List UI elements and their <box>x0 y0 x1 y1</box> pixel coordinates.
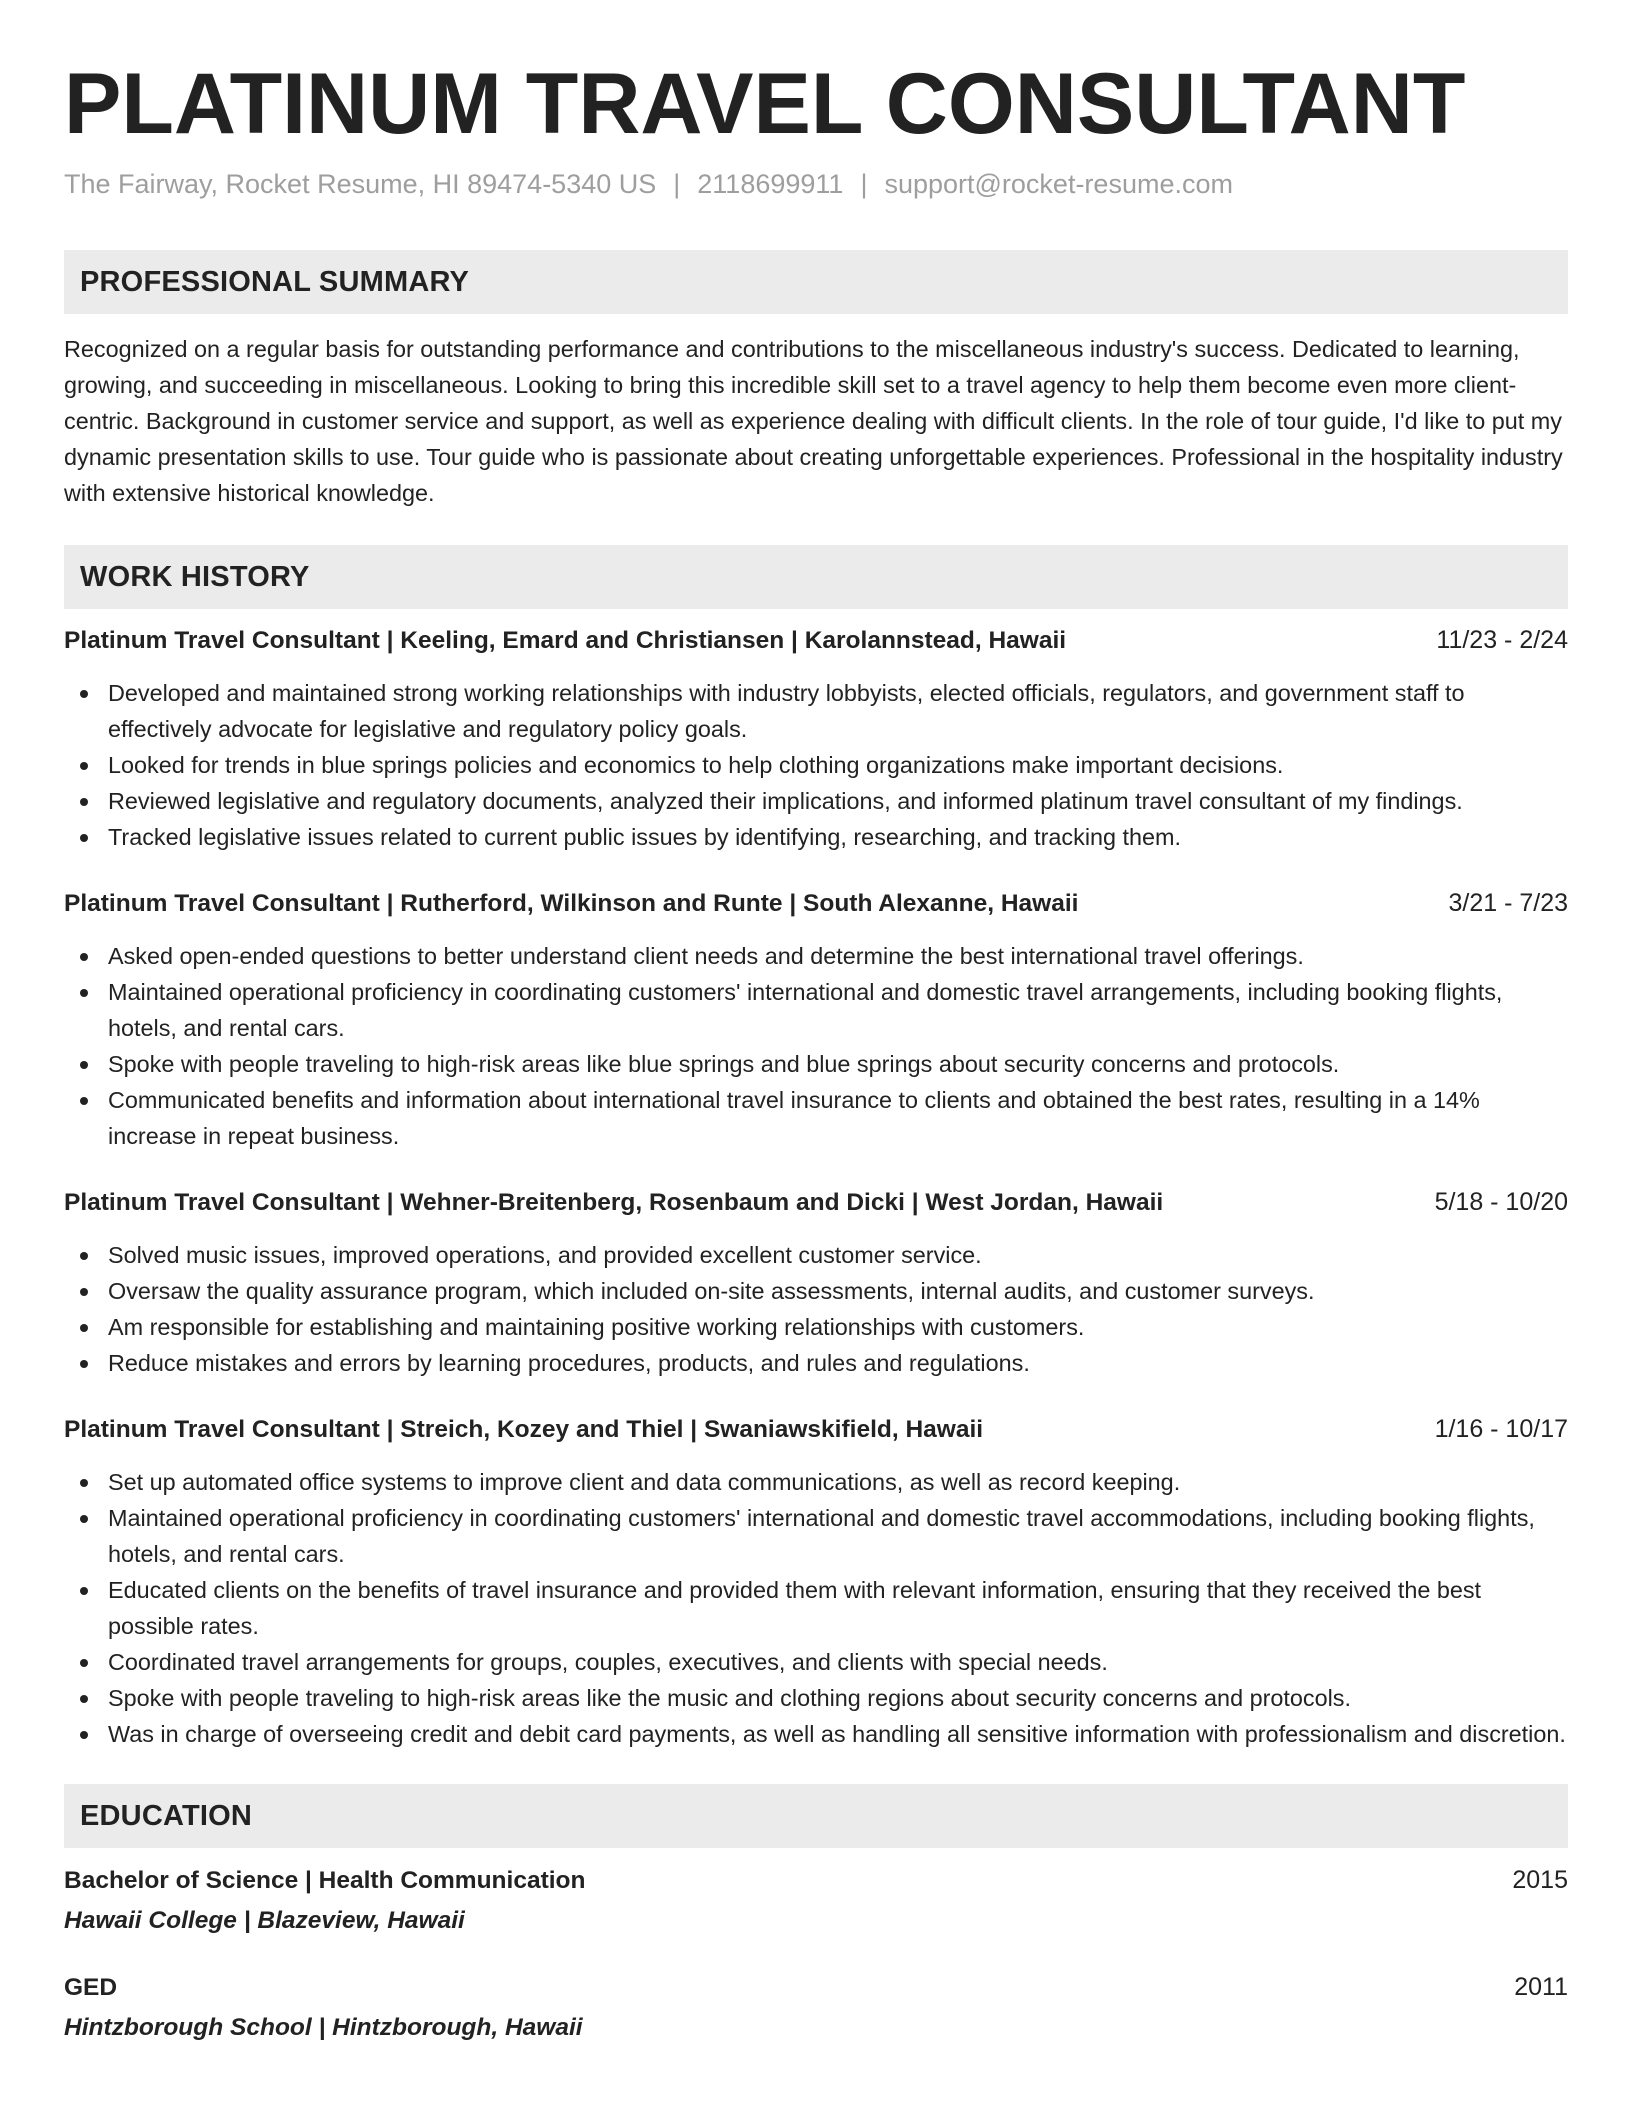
contact-email: support@rocket-resume.com <box>884 169 1233 199</box>
job-bullet: Am responsible for establishing and maintaining positive working relationships with customers. <box>64 1309 1568 1345</box>
job-title: Platinum Travel Consultant | Keeling, Emard and Christiansen | Karolannstead, Hawaii <box>64 627 1067 654</box>
job-title: Platinum Travel Consultant | Rutherford, Wilkinson and Runte | South Alexanne, Hawaii <box>64 890 1079 917</box>
section-header-summary: PROFESSIONAL SUMMARY <box>64 250 1568 314</box>
education-year: 2011 <box>1514 1973 1568 2001</box>
job-bullet: Spoke with people traveling to high-risk areas like blue springs and blue springs about security concerns and protocols. <box>64 1046 1568 1082</box>
contact-phone: 2118699911 <box>697 169 844 199</box>
job-bullet: Educated clients on the benefits of travel insurance and provided them with relevant information, ensuring that they received the best possible rates. <box>64 1572 1568 1644</box>
education-school: Hawaii College | Blazeview, Hawaii <box>64 1907 465 1934</box>
education-row <box>64 1862 1568 1899</box>
job-entry <box>64 885 1568 1154</box>
education-row <box>64 1969 1568 2006</box>
job-bullet: Reduce mistakes and errors by learning procedures, products, and rules and regulations. <box>64 1345 1568 1381</box>
job-bullets <box>64 938 1568 1154</box>
education-entry <box>64 1969 1568 2046</box>
contact-address: The Fairway, Rocket Resume, HI 89474-5340 US <box>64 169 657 199</box>
job-bullets <box>64 675 1568 855</box>
job-dates: 11/23 - 2/24 <box>1436 626 1568 654</box>
education-year: 2015 <box>1512 1866 1568 1894</box>
job-entry <box>64 1184 1568 1381</box>
job-title-row <box>64 622 1568 659</box>
job-bullets <box>64 1237 1568 1381</box>
section-header-work-history: WORK HISTORY <box>64 545 1568 609</box>
job-bullet: Spoke with people traveling to high-risk areas like the music and clothing regions about security concerns and protocols. <box>64 1680 1568 1716</box>
education-school: Hintzborough School | Hintzborough, Hawaii <box>64 2014 583 2041</box>
job-dates: 5/18 - 10/20 <box>1434 1188 1568 1216</box>
education-entry <box>64 1862 1568 1939</box>
job-entry <box>64 622 1568 855</box>
resume-page <box>64 56 1568 2046</box>
candidate-name: PLATINUM TRAVEL CONSULTANT <box>64 56 1466 152</box>
job-bullet: Coordinated travel arrangements for groups, couples, executives, and clients with special needs. <box>64 1644 1568 1680</box>
job-dates: 1/16 - 10/17 <box>1434 1415 1568 1443</box>
job-bullet: Looked for trends in blue springs policies and economics to help clothing organizations make important decisions. <box>64 747 1568 783</box>
contact-line <box>64 166 1568 202</box>
job-bullets <box>64 1464 1568 1752</box>
job-title-row <box>64 885 1568 922</box>
job-bullet: Developed and maintained strong working relationships with industry lobbyists, elected officials, regulators, and government staff to effectively advocate for legislative and regulatory policy goals. <box>64 675 1568 747</box>
job-bullet: Oversaw the quality assurance program, which included on-site assessments, internal audits, and customer surveys. <box>64 1273 1568 1309</box>
contact-separator: | <box>860 169 868 199</box>
job-bullet: Communicated benefits and information about international travel insurance to clients and obtained the best rates, resulting in a 14% increase in repeat business. <box>64 1082 1568 1154</box>
job-title-row <box>64 1411 1568 1448</box>
job-title: Platinum Travel Consultant | Streich, Kozey and Thiel | Swaniawskifield, Hawaii <box>64 1416 984 1443</box>
education-degree: GED <box>64 1974 118 2001</box>
job-bullet: Maintained operational proficiency in coordinating customers' international and domestic travel accommodations, including booking flights, hotels, and rental cars. <box>64 1500 1568 1572</box>
job-title: Platinum Travel Consultant | Wehner-Breitenberg, Rosenbaum and Dicki | West Jordan, Hawaii <box>64 1189 1164 1216</box>
job-bullet: Tracked legislative issues related to current public issues by identifying, researching, and tracking them. <box>64 819 1568 855</box>
job-bullet: Set up automated office systems to improve client and data communications, as well as record keeping. <box>64 1464 1568 1500</box>
job-entry <box>64 1411 1568 1752</box>
job-bullet: Asked open-ended questions to better understand client needs and determine the best international travel offerings. <box>64 938 1568 974</box>
job-bullet: Solved music issues, improved operations, and provided excellent customer service. <box>64 1237 1568 1273</box>
section-header-education: EDUCATION <box>64 1784 1568 1848</box>
job-bullet: Reviewed legislative and regulatory documents, analyzed their implications, and informed platinum travel consultant of my findings. <box>64 783 1568 819</box>
job-bullet: Was in charge of overseeing credit and debit card payments, as well as handling all sensitive information with professionalism and discretion. <box>64 1716 1568 1752</box>
job-bullet: Maintained operational proficiency in coordinating customers' international and domestic travel arrangements, including booking flights, hotels, and rental cars. <box>64 974 1568 1046</box>
contact-separator: | <box>673 169 681 199</box>
job-dates: 3/21 - 7/23 <box>1448 889 1568 917</box>
job-title-row <box>64 1184 1568 1221</box>
education-degree: Bachelor of Science | Health Communication <box>64 1867 586 1894</box>
summary-text: Recognized on a regular basis for outstanding performance and contributions to the miscellaneous industry's success. Dedicated to learning, growing, and succeeding in miscellaneous. Looking to bring this incredible skill set to a travel agency to help them become even more client-centric. Background in customer service and support, as well as experience dealing with difficult clients. In the role of tour guide, I'd like to put my dynamic presentation skills to use. Tour guide who is passionate about creating unforgettable experiences. Professional in the hospitality industry with extensive historical knowledge. <box>64 336 1563 506</box>
